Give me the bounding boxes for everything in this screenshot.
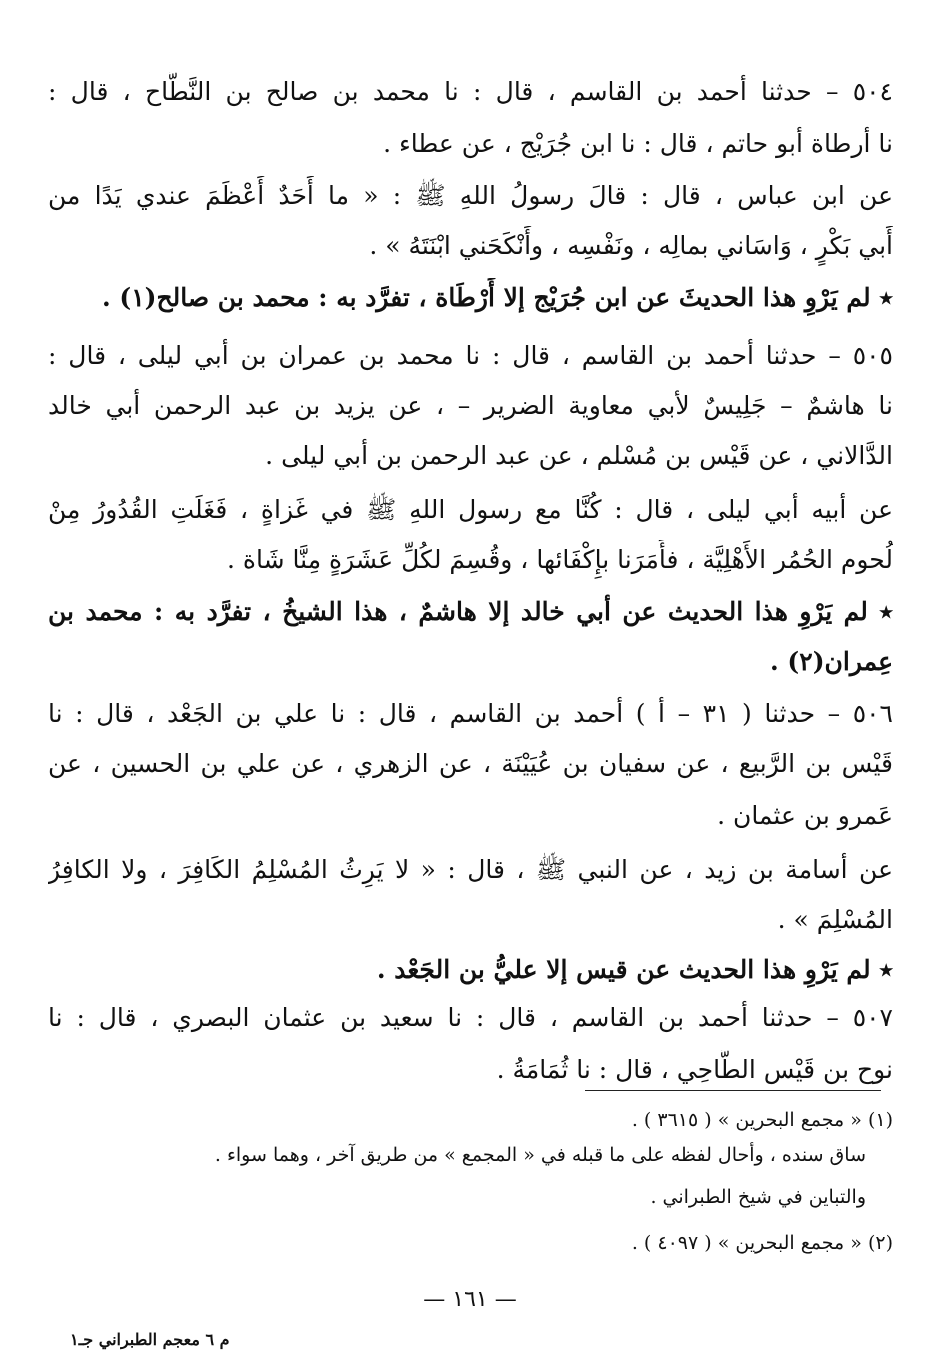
footnote-1: (١) « مجمع البحرين » ( ٣٦١٥ ) . xyxy=(631,1109,893,1131)
hadith-506-line-2: قَيْس بن الرَّبيع ، عن سفيان بن عُيَيْنَة ، عن الزهري ، عن علي بن الحسين ، عن xyxy=(48,749,893,778)
hadith-506-line-5: المُسْلِمَ » . xyxy=(777,905,893,934)
hadith-506-line-3: عَمرو بن عثمان . xyxy=(717,801,893,830)
hadith-504-line-2: نا أرطاة أبو حاتم ، قال : نا ابن جُرَيْج ، عن عطاء . xyxy=(383,129,893,158)
page-number: — ١٦١ — xyxy=(423,1287,517,1312)
footnote-1-text-cont: والتباين في شيخ الطبراني . xyxy=(650,1186,866,1208)
hadith-504-note: ٭ لم يَرْوِ هذا الحديثَ عن ابن جُرَيْج إلا أَرْطَاة ، تفرَّد به : محمد بن صالح(١) . xyxy=(101,283,893,312)
hadith-505-note-1: ٭ لم يَرْوِ هذا الحديث عن أبي خالد إلا هاشمٌ ، هذا الشيخُ ، تفرَّد به : محمد بن xyxy=(48,597,893,626)
hadith-506-note: ٭ لم يَرْوِ هذا الحديث عن قيس إلا عليُّ بن الجَعْد . xyxy=(376,955,893,984)
hadith-504-line-3: عن ابن عباس ، قال : قالَ رسولُ اللهِ ﷺ : « ما أَحَدٌ أَعْظَمَ عندي يَدًا من xyxy=(48,181,893,210)
footnote-1-text: ساق سنده ، وأحال لفظه على ما قبله في « المجمع » من طريق آخر ، وهما سواء . xyxy=(214,1144,866,1166)
footnote-separator xyxy=(585,1090,881,1091)
hadith-506-line-1: ٥٠٦ – حدثنا ( ٣١ – أ ) أحمد بن القاسم ، قال : نا علي بن الجَعْد ، قال : نا xyxy=(48,699,893,728)
hadith-507-line-1: ٥٠٧ – حدثنا أحمد بن القاسم ، قال : نا سعيد بن عثمان البصري ، قال : نا xyxy=(48,1003,893,1032)
hadith-507-line-2: نوح بن قَيْس الطَّاحِي ، قال : نا ثُمَامَةُ . xyxy=(496,1055,893,1084)
hadith-504-line-1: ٥٠٤ – حدثنا أحمد بن القاسم ، قال : نا محمد بن صالح بن النَّطَّاح ، قال : xyxy=(48,77,893,106)
hadith-505-line-5: لُحوم الحُمُر الأَهْلِيَّة ، فأَمَرَنا بإِكْفَائها ، وقُسِمَ لكُلِّ عَشَرَةٍ مِنَّا شَاة . xyxy=(227,545,893,574)
hadith-505-line-2: نا هاشمٌ – جَلِيسٌ لأبي معاوية الضرير – ، عن يزيد بن عبد الرحمن أبي خالد xyxy=(48,391,893,420)
hadith-504-line-4: أَبي بَكْرٍ ، وَاسَاني بمالِه ، ونَفْسِه ، وأَنْكَحَني ابْنَتَهُ » . xyxy=(369,231,893,260)
hadith-505-note-2: عِمران(٢) . xyxy=(770,647,893,676)
footnote-2: (٢) « مجمع البحرين » ( ٤٠٩٧ ) . xyxy=(631,1232,893,1254)
hadith-505-line-1: ٥٠٥ – حدثنا أحمد بن القاسم ، قال : نا محمد بن عمران بن أبي ليلى ، قال : xyxy=(48,341,893,370)
hadith-506-line-4: عن أسامة بن زيد ، عن النبي ﷺ ، قال : « لا يَرِثُ المُسْلِمُ الكَافِرَ ، ولا الكافِرُ xyxy=(48,855,893,884)
signature-mark: م ٦ معجم الطبراني جـ١ xyxy=(70,1330,230,1349)
hadith-505-line-4: عن أبيه أبي ليلى ، قال : كُنَّا مع رسول اللهِ ﷺ في غَزاةٍ ، فَغَلَتِ القُدُورُ مِنْ xyxy=(48,495,893,524)
hadith-505-line-3: الدَّالاني ، عن قَيْس بن مُسْلم ، عن عبد الرحمن بن أبي ليلى . xyxy=(265,441,893,470)
